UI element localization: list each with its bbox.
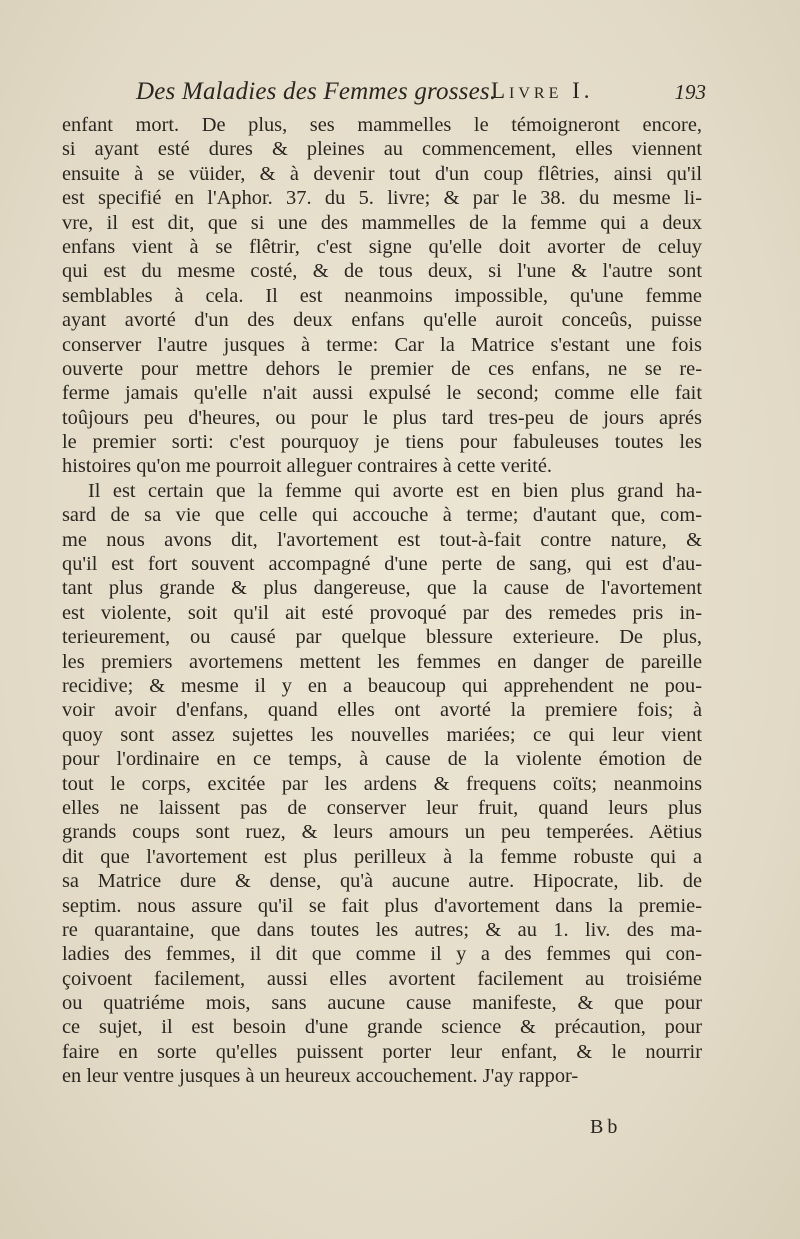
text-line: quoy sont assez sujettes les nouvelles mariées; ce qui leur vient (62, 723, 702, 746)
text-line: tant plus grande & plus dangereuse, que la cause de l'avortement (62, 577, 702, 600)
body-text (62, 113, 702, 1089)
text-line: est specifié en l'Aphor. 37. du 5. livre; & par le 38. du mesme li- (62, 187, 702, 210)
text-line: voir avoir d'enfans, quand elles ont avorté la premiere fois; à (62, 699, 702, 722)
running-title: Des Maladies des Femmes grosses. (136, 78, 497, 105)
text-line: grands coups sont ruez, & leurs amours un peu temperées. Aëtius (62, 821, 702, 844)
text-line: enfant mort. De plus, ses mammelles le témoigneront encore, (62, 114, 702, 136)
text-line: Il est certain que la femme qui avorte est en bien plus grand ha- (88, 479, 702, 502)
text-line: terieurement, ou causé par quelque blessure exterieure. De plus, (62, 626, 702, 649)
page-header (136, 78, 706, 114)
text-line: ou quatriéme mois, sans aucune cause manifeste, & que pour (62, 992, 702, 1015)
book-label: Livre I. (491, 78, 594, 103)
text-line: re quarantaine, que dans toutes les autres; & au 1. liv. des ma- (62, 918, 702, 941)
text-line: septim. nous assure qu'il se fait plus d'avortement dans la premie- (62, 894, 702, 917)
text-line: faire en sorte qu'elles puissent porter leur enfant, & le nourrir (62, 1040, 702, 1063)
text-line: histoires qu'on me pourroit alleguer contraires à cette verité. (62, 455, 553, 478)
text-line: qu'il est fort souvent accompagné d'une perte de sang, qui est d'au- (62, 553, 702, 576)
paragraph-1 (62, 113, 702, 479)
page-number: 193 (674, 80, 706, 104)
text-line: toûjours peu d'heures, ou pour le plus tard tres-peu de jours aprés (62, 406, 702, 429)
text-line: en leur ventre jusques à un heureux accouchement. J'ay rappor- (62, 1065, 579, 1088)
text-line: ouverte pour mettre dehors le premier de ces enfans, ne se re- (62, 357, 702, 380)
text-line: recidive; & mesme il y en a beaucoup qui apprehendent ne pou- (62, 674, 702, 697)
text-line: dit que l'avortement est plus perilleux à la femme robuste qui a (62, 845, 702, 868)
text-line: pour l'ordinaire en ce temps, à cause de la violente émotion de (62, 748, 702, 771)
text-line: ferme jamais qu'elle n'ait aussi expulsé le second; comme elle fait (62, 382, 702, 405)
text-line: enfans vient à se flêtrir, c'est signe qu'elle doit avorter de celuy (62, 235, 702, 258)
text-line: est violente, soit qu'il ait esté provoqué par des remedes pris in- (62, 601, 702, 624)
text-line: sard de sa vie que celle qui accouche à terme; d'autant que, com- (62, 504, 702, 527)
text-line: elles ne laissent pas de conserver leur fruit, quand leurs plus (62, 796, 702, 819)
text-line: ladies des femmes, il dit que comme il y a des femmes qui con- (62, 943, 702, 966)
text-line: ensuite à se vüider, & à devenir tout d'un coup flêtries, ainsi qu'il (62, 162, 702, 185)
paragraph-2 (62, 479, 702, 1089)
signature-mark: Bb (590, 1116, 622, 1138)
text-line: semblables à cela. Il est neanmoins impossible, qu'une femme (62, 284, 702, 307)
text-line: tout le corps, excitée par les ardens & frequens coïts; neanmoins (62, 772, 702, 795)
text-line: ce sujet, il est besoin d'une grande science & précaution, pour (62, 1016, 702, 1039)
text-line: çoivoent facilement, aussi elles avortent facilement au troisiéme (62, 967, 702, 990)
text-line: si ayant esté dures & pleines au commencement, elles viennent (62, 138, 702, 161)
text-line: les premiers avortemens mettent les femmes en danger de pareille (62, 650, 702, 673)
text-line: le premier sorti: c'est pourquoy je tiens pour fabuleuses toutes les (62, 431, 702, 454)
text-line: sa Matrice dure & dense, qu'à aucune autre. Hipocrate, lib. de (62, 870, 702, 893)
text-line: vre, il est dit, que si une des mammelles de la femme qui a deux (62, 211, 702, 234)
text-line: qui est du mesme costé, & de tous deux, si l'une & l'autre sont (62, 260, 702, 283)
text-line: conserver l'autre jusques à terme: Car la Matrice s'estant une fois (62, 333, 702, 356)
text-line: me nous avons dit, l'avortement est tout-à-fait contre nature, & (62, 528, 702, 551)
text-line: ayant avorté d'un des deux enfans qu'elle auroit conceûs, puisse (62, 309, 702, 332)
